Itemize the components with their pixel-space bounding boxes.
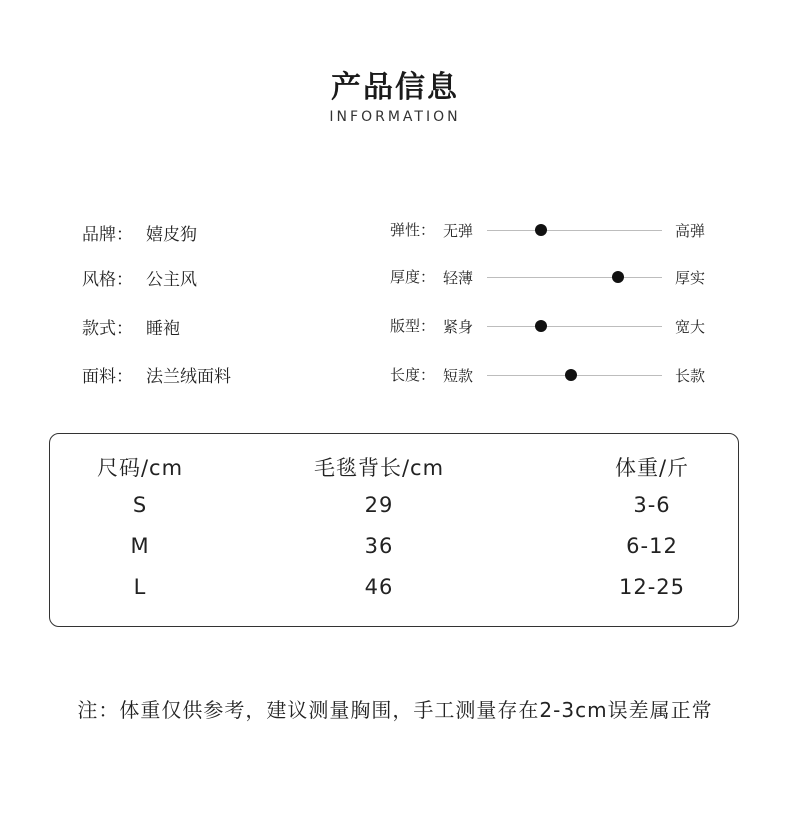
scale-indicator — [535, 224, 547, 236]
table-cell: 36 — [364, 534, 394, 558]
attribute-value: 法兰绒面料 — [146, 367, 231, 387]
scale-label: 厚度： — [390, 268, 436, 286]
scale-low-label: 轻薄 — [443, 269, 474, 287]
scale-low-label: 短款 — [443, 367, 474, 385]
table-cell: 6-12 — [626, 534, 678, 558]
attribute-brand — [82, 220, 197, 245]
scale-indicator — [535, 320, 547, 332]
attribute-label: 款式： — [82, 319, 133, 339]
scale-track — [487, 230, 662, 231]
attribute-label: 面料： — [82, 367, 133, 387]
scale-low-label: 无弹 — [443, 222, 474, 240]
back-length-header: 毛毯背长/cm — [313, 456, 445, 480]
scale-thickness — [390, 266, 730, 290]
attribute-style — [82, 265, 197, 290]
footnote: 注：体重仅供参考，建议测量胸围，手工测量存在2-3cm误差属正常 — [77, 698, 713, 722]
size-table — [49, 433, 739, 627]
scale-indicator — [565, 369, 577, 381]
table-cell: L — [133, 575, 147, 599]
table-cell: 3-6 — [633, 493, 671, 517]
size-header: 尺码/cm — [96, 456, 184, 480]
scale-label: 长度： — [390, 366, 436, 384]
scale-high-label: 厚实 — [675, 269, 706, 287]
table-cell: 46 — [364, 575, 394, 599]
table-cell: 12-25 — [618, 575, 686, 599]
attribute-value: 嬉皮狗 — [146, 225, 197, 245]
attribute-type — [82, 314, 180, 339]
page-subtitle: INFORMATION — [329, 109, 461, 125]
scale-label: 版型： — [390, 317, 436, 335]
attribute-value: 公主风 — [146, 270, 197, 290]
scale-low-label: 紧身 — [443, 318, 474, 336]
scale-fit — [390, 315, 730, 339]
scale-track — [487, 277, 662, 278]
weight-header: 体重/斤 — [614, 456, 690, 480]
attribute-fabric — [82, 362, 231, 387]
table-cell: 29 — [364, 493, 394, 517]
scale-high-label: 宽大 — [675, 318, 706, 336]
scale-track — [487, 326, 662, 327]
scale-label: 弹性： — [390, 221, 436, 239]
table-cell: M — [130, 534, 150, 558]
scale-high-label: 长款 — [675, 367, 706, 385]
attribute-value: 睡袍 — [146, 319, 180, 339]
table-cell: S — [132, 493, 148, 517]
attribute-label: 风格： — [82, 270, 133, 290]
scale-length — [390, 364, 730, 388]
scale-high-label: 高弹 — [675, 222, 706, 240]
scale-indicator — [612, 271, 624, 283]
attribute-label: 品牌： — [82, 225, 133, 245]
scale-elasticity — [390, 219, 730, 243]
page-title: 产品信息 — [331, 70, 459, 105]
